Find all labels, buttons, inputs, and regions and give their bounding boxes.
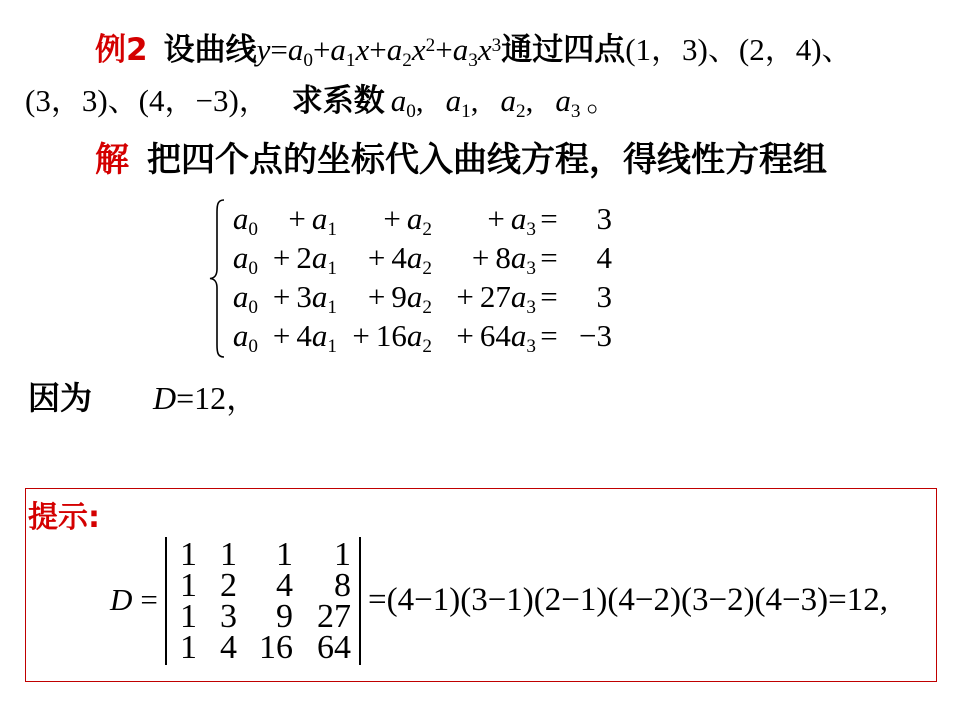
curve-coefficient: a (330, 32, 346, 67)
term-operator: + (456, 279, 474, 314)
term-variable: a (406, 318, 423, 353)
equation-term (258, 316, 337, 360)
coefficient-list (385, 81, 618, 126)
matrix-cell: 1 (180, 536, 197, 573)
equation-term (432, 238, 536, 282)
equation-term (337, 316, 432, 360)
point-separator: 、 (707, 32, 739, 67)
curve-coefficient: a (287, 32, 304, 67)
term-variable: a (510, 240, 527, 275)
determinant-lhs (110, 580, 158, 620)
coefficient-index: 2 (516, 101, 526, 123)
point: (3，3) (25, 83, 108, 118)
equation-term (432, 277, 536, 321)
equation-equals: = (540, 201, 558, 236)
matrix-cell: 16 (259, 629, 293, 666)
coefficient-symbol: a (445, 83, 462, 118)
curve-lhs: y (256, 32, 271, 67)
term-coefficient: 4 (391, 240, 407, 275)
matrix-cell: 1 (180, 629, 197, 666)
term-subscript: 3 (526, 336, 536, 358)
term-variable: a (311, 240, 328, 275)
equation-term (337, 238, 432, 282)
term-subscript: 2 (422, 297, 432, 319)
equation-term (337, 199, 432, 243)
points-end-punctuation: ， (238, 83, 270, 118)
solution-line (95, 140, 827, 180)
curve-power: 2 (425, 34, 436, 56)
matrix-cell: 4 (276, 567, 293, 604)
equation-term (226, 277, 258, 321)
points-list-line-2 (25, 81, 270, 121)
determinant-matrix (170, 536, 355, 666)
points-list-line-1 (625, 30, 852, 70)
equation-term (432, 316, 536, 360)
curve-coefficient-index: 0 (303, 50, 313, 72)
curve-plus: + (369, 32, 387, 67)
term-operator: + (367, 240, 386, 275)
equation-equals: = (540, 318, 558, 353)
curve-equation (257, 30, 502, 75)
term-subscript: 1 (327, 258, 337, 280)
coefficient-index: 1 (461, 101, 471, 123)
coefficient-separator: , (415, 83, 424, 118)
coefficient-separator: , (525, 83, 534, 118)
matrix-row (170, 567, 351, 604)
equation-term (258, 199, 337, 243)
curve-plus: + (435, 32, 453, 67)
term-operator: + (487, 201, 505, 236)
curve-coefficient-index: 2 (402, 50, 412, 72)
curve-equals: = (270, 32, 288, 67)
solution-text: 把四个点的坐标代入曲线方程，得线性方程组 (147, 140, 827, 180)
term-subscript: 2 (422, 219, 432, 241)
term-operator: + (272, 240, 291, 275)
term-variable: a (510, 201, 527, 236)
term-operator: + (272, 318, 291, 353)
point: (4，−3) (138, 83, 239, 118)
term-variable: a (406, 279, 423, 314)
hint-label-line (28, 498, 100, 538)
term-coefficient: 4 (296, 318, 312, 353)
matrix-cell: 1 (180, 598, 197, 635)
matrix-cell: 1 (220, 536, 237, 573)
matrix-row (170, 598, 351, 635)
term-variable: a (510, 318, 527, 353)
curve-variable: x (355, 32, 370, 67)
equation-term (226, 316, 258, 360)
matrix-cell: 27 (317, 598, 351, 635)
matrix-row (170, 629, 351, 666)
matrix-cell: 1 (180, 567, 197, 604)
matrix-cell: 1 (334, 536, 351, 573)
term-coefficient: 16 (375, 318, 407, 353)
equation-term (258, 238, 337, 282)
term-subscript: 3 (526, 258, 536, 280)
point-separator: 、 (821, 32, 853, 67)
equation-row (226, 277, 612, 319)
determinant-equals: = (140, 582, 158, 617)
determinant-expansion: =(4−1)(3−1)(2−1)(4−2)(3−2)(4−3)=12, (368, 582, 889, 618)
term-operator: + (288, 201, 306, 236)
term-operator: + (367, 279, 386, 314)
term-coefficient: 8 (495, 240, 511, 275)
curve-coefficient: a (452, 32, 469, 67)
matrix-cell: 2 (220, 567, 237, 604)
determinant-value (153, 378, 258, 418)
term-subscript: 2 (422, 258, 432, 280)
hint-label: 提示: (28, 500, 100, 535)
term-coefficient: 27 (479, 279, 511, 314)
term-coefficient: 9 (391, 279, 407, 314)
determinant-equals-value: =12 (176, 380, 227, 416)
equation-row (226, 316, 612, 358)
term-variable: a (311, 201, 328, 236)
curve-power: 3 (491, 34, 502, 56)
equation-rhs: 3 (596, 201, 612, 236)
point: (1，3) (625, 32, 708, 67)
sentence-end: 。 (586, 83, 618, 118)
term-coefficient: 3 (296, 279, 312, 314)
problem-statement-line-1 (95, 30, 853, 70)
term-variable: a (406, 201, 423, 236)
determinant-right-bar (359, 537, 361, 665)
determinant-symbol: D (153, 380, 177, 416)
term-subscript: 2 (422, 336, 432, 358)
term-subscript: 0 (248, 219, 258, 241)
equation-rhs: −3 (579, 318, 612, 353)
because-punctuation: ， (226, 380, 259, 416)
matrix-cell: 4 (220, 629, 237, 666)
linear-system (226, 199, 616, 359)
example-label: 例2 (95, 32, 148, 68)
term-subscript: 1 (327, 219, 337, 241)
point-separator: 、 (107, 83, 139, 118)
term-variable: a (232, 240, 249, 275)
ask-text: 求系数 (291, 83, 385, 119)
term-variable: a (510, 279, 527, 314)
equation-term (226, 238, 258, 282)
curve-variable: x (477, 32, 492, 67)
because-label: 因为 (28, 379, 93, 417)
matrix-cell: 8 (334, 567, 351, 604)
equation-term (226, 199, 258, 243)
equation-rhs: 4 (596, 240, 612, 275)
equation-equals: = (540, 240, 558, 275)
coefficient-separator: , (470, 83, 479, 118)
term-coefficient: 64 (479, 318, 511, 353)
matrix-cell: 1 (276, 536, 293, 573)
determinant-left-bar (165, 537, 167, 665)
term-subscript: 3 (526, 219, 536, 241)
term-variable: a (232, 201, 249, 236)
term-subscript: 1 (327, 297, 337, 319)
matrix-cell: 3 (220, 598, 237, 635)
term-subscript: 0 (248, 297, 258, 319)
equation-rhs: 3 (596, 279, 612, 314)
term-subscript: 1 (327, 336, 337, 358)
term-variable: a (232, 318, 249, 353)
through-points-text: 通过四点 (501, 32, 626, 68)
term-subscript: 0 (248, 336, 258, 358)
curve-plus: + (312, 32, 331, 67)
coefficient-symbol: a (500, 83, 517, 118)
determinant-symbol: D (110, 582, 133, 617)
matrix-cell: 64 (317, 629, 351, 666)
equation-term (432, 199, 536, 243)
coefficient-symbol: a (555, 83, 571, 118)
term-operator: + (471, 240, 490, 275)
term-variable: a (311, 279, 328, 314)
coefficient-index: 3 (570, 101, 581, 123)
problem-lead-text: 设曲线 (163, 32, 257, 68)
coefficient-index: 0 (406, 101, 416, 123)
matrix-row (170, 536, 351, 573)
equation-equals: = (540, 279, 558, 314)
term-operator: + (456, 318, 474, 353)
term-variable: a (232, 279, 249, 314)
curve-coefficient: a (386, 32, 403, 67)
term-coefficient: 2 (296, 240, 312, 275)
solution-label: 解 (95, 140, 129, 180)
matrix-cell: 9 (276, 598, 293, 635)
equation-term (258, 277, 337, 321)
curve-coefficient-index: 3 (468, 50, 478, 72)
term-operator: + (352, 318, 370, 353)
term-subscript: 0 (248, 258, 258, 280)
because-line (28, 378, 258, 418)
term-variable: a (406, 240, 423, 275)
equation-row (226, 238, 612, 280)
term-operator: + (272, 279, 291, 314)
term-variable: a (311, 318, 328, 353)
determinant-expansion-line (368, 580, 888, 620)
point: (2，4) (738, 32, 822, 67)
equation-row (226, 199, 612, 241)
curve-coefficient-index: 1 (345, 50, 356, 72)
coefficient-symbol: a (390, 83, 407, 118)
equation-term (337, 277, 432, 321)
term-subscript: 3 (526, 297, 536, 319)
problem-statement-line-2 (25, 81, 617, 121)
term-operator: + (383, 201, 401, 236)
curve-variable: x (411, 32, 426, 67)
